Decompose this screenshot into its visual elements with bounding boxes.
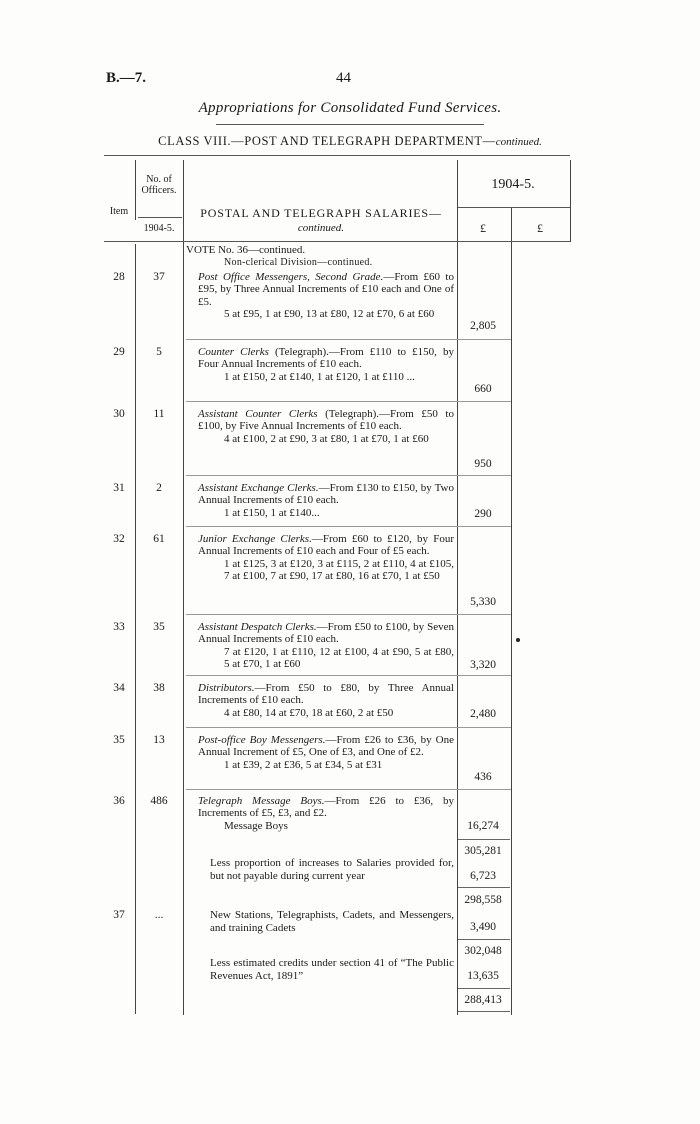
row-terms: (Telegraph).—From £110 to £150, by Four Annual Increments of £10 each. [198,346,454,371]
less-proportion-text: Less proportion of increases to Salaries provided for, but not payable during current year [210,857,454,882]
row-separator [186,339,511,340]
row-officer-count: 5 [156,346,162,358]
row-amount: 2,805 [470,320,496,332]
officers-header-rule [138,217,182,218]
item-header: Item [109,206,129,217]
row-officer-count: 2 [156,482,162,494]
row-detail: Message Boys [224,819,288,832]
row-description [198,533,454,582]
row-title: Assistant Despatch Clerks. [198,621,317,633]
row-description-text [198,621,454,646]
officers-year-header: 1904-5. [143,223,175,234]
row-officer-count: 38 [153,682,165,694]
row-description-text [198,734,454,759]
row-description [198,682,454,719]
row-amount: 436 [474,771,492,783]
row-title: Counter Clerks [198,346,269,358]
row-description-text [198,682,454,707]
class-heading [0,134,700,149]
row-terms: —From £50 to £80, by Three Annual Increments of £10 each. [198,682,454,707]
subtotal-2: 298,558 [464,894,502,906]
row-separator [186,614,511,615]
row-detail: 5 at £95, 1 at £90, 13 at £80, 12 at £70, 6 at £60 [224,307,435,320]
row-officer-count: 486 [150,795,168,807]
row-item-number: 36 [113,795,125,807]
pound-header-2: £ [537,221,543,235]
row-terms: —From £26 to £36, by Increments of £5, £3, and £2. [198,795,454,820]
row-description [198,734,454,771]
table-top-rule [104,155,570,156]
item-37-officers: ... [154,909,164,921]
row-detail: 7 at £120, 1 at £110, 12 at £100, 4 at £90, 5 at £80, 5 at £70, 1 at £60 [224,645,454,670]
row-description [198,346,454,383]
vote-heading: VOTE No. 36—continued. [186,244,306,256]
row-item-number: 35 [113,734,125,746]
row-title: Post Office Messengers, Second Grade. [198,271,384,283]
new-stations-amount: 3,490 [470,921,496,933]
row-description [198,482,454,519]
row-title: Assistant Counter Clerks [198,408,318,420]
row-item-number: 30 [113,408,125,420]
row-amount: 660 [474,383,492,395]
row-description-text [198,346,454,371]
row-description-text [198,795,454,820]
row-terms: —From £60 to £95, by Three Annual Increments of £10 each and One of £5. [198,271,454,308]
less-credits-amount: 13,635 [467,970,499,982]
row-item-number: 34 [113,682,125,694]
row-description [198,795,454,832]
page-number: 44 [336,70,351,86]
row-item-number: 32 [113,533,125,545]
class-heading-continued: continued. [495,136,542,148]
row-item-number: 31 [113,482,125,494]
description-header [186,206,456,235]
row-title: Assistant Exchange Clerks. [198,482,319,494]
row-detail: 4 at £80, 14 at £70, 18 at £60, 2 at £50 [224,706,394,719]
row-description-text [198,482,454,507]
row-separator [186,727,511,728]
new-stations-text: New Stations, Telegraphists, Cadets, and Messengers, and training Cadets [210,909,454,934]
row-officer-count: 13 [153,734,165,746]
title-rule [216,124,484,125]
division-heading: Non-clerical Division—continued. [224,257,373,268]
description-header-title: POSTAL AND TELEGRAPH SALARIES— [200,206,442,220]
subtotal-1: 305,281 [464,845,502,857]
subtotal-rule-2 [458,887,510,888]
report-code: B.—7. [106,70,147,86]
row-officer-count: 61 [153,533,165,545]
row-terms: —From £130 to £150, by Two Annual Increments of £10 each. [198,482,454,507]
row-amount: 5,330 [470,596,496,608]
row-terms: —From £60 to £120, by Four Annual Increments of £10 each and Four of £5 each. [198,533,454,558]
description-header-continued: continued. [297,222,345,234]
row-terms: (Telegraph).—From £50 to £100, by Five Annual Increments of £10 each. [198,408,454,433]
total-bottom-rule [458,1011,510,1012]
row-amount: 16,274 [467,820,499,832]
row-officer-count: 37 [153,271,165,283]
row-title: Telegraph Message Boys. [198,795,325,807]
row-terms: —From £50 to £100, by Seven Annual Increments of £10 each. [198,621,454,646]
row-description-text [198,271,454,308]
stray-mark [516,638,520,642]
row-description-text [198,533,454,558]
row-item-number: 28 [113,271,125,283]
row-description [198,621,454,670]
row-title: Junior Exchange Clerks. [198,533,312,545]
less-credits-text: Less estimated credits under section 41 of “The Public Revenues Act, 1891” [210,957,454,982]
row-amount: 3,320 [470,659,496,671]
row-separator [186,475,511,476]
row-title: Distributors. [198,682,255,694]
row-terms: —From £26 to £36, by One Annual Increment of £5, One of £3, and One of £2. [198,734,454,759]
row-item-number: 29 [113,346,125,358]
period-header: 1904-5. [491,177,535,192]
subtotal-3: 302,048 [464,945,502,957]
row-amount: 2,480 [470,708,496,720]
row-description-text [198,408,454,433]
period-header-rule [458,207,570,208]
class-heading-text: CLASS VIII.—POST AND TELEGRAPH DEPARTMENT— [158,134,496,148]
amount-col-line [511,208,512,1015]
officers-header: No. of Officers. [141,174,177,196]
row-title: Post-office Boy Messengers. [198,734,326,746]
right-col-line [570,160,571,242]
row-officer-count: 11 [153,408,165,420]
row-separator [186,789,511,790]
row-detail: 4 at £100, 2 at £90, 3 at £80, 1 at £70, 1 at £60 [224,432,429,445]
row-separator [186,401,511,402]
total-rule [458,988,510,989]
head-bottom-rule [104,241,570,242]
row-detail: 1 at £125, 3 at £120, 3 at £115, 2 at £110, 4 at £105, 7 at £100, 7 at £90, 17 at £80, 16 at £70, 1 at £50 [224,557,454,582]
item-37-number: 37 [113,909,125,921]
row-detail: 1 at £150, 1 at £140... [224,506,320,519]
row-detail: 1 at £150, 2 at £140, 1 at £120, 1 at £110 ... [224,370,415,383]
subtotal-rule-1 [458,839,510,840]
subtotal-rule-3 [458,939,510,940]
less-proportion-amount: 6,723 [470,870,496,882]
row-detail: 1 at £39, 2 at £36, 5 at £34, 5 at £31 [224,758,383,771]
row-separator [186,526,511,527]
row-item-number: 33 [113,621,125,633]
row-amount: 950 [474,458,492,470]
grand-total: 288,413 [464,994,502,1006]
row-description [198,408,454,445]
row-amount: 290 [474,508,492,520]
row-description [198,271,454,320]
page-title: Appropriations for Consolidated Fund Services. [198,100,502,116]
officers-col-line [183,160,184,1015]
row-officer-count: 35 [153,621,165,633]
row-separator [186,675,511,676]
pound-header-1: £ [480,221,486,235]
